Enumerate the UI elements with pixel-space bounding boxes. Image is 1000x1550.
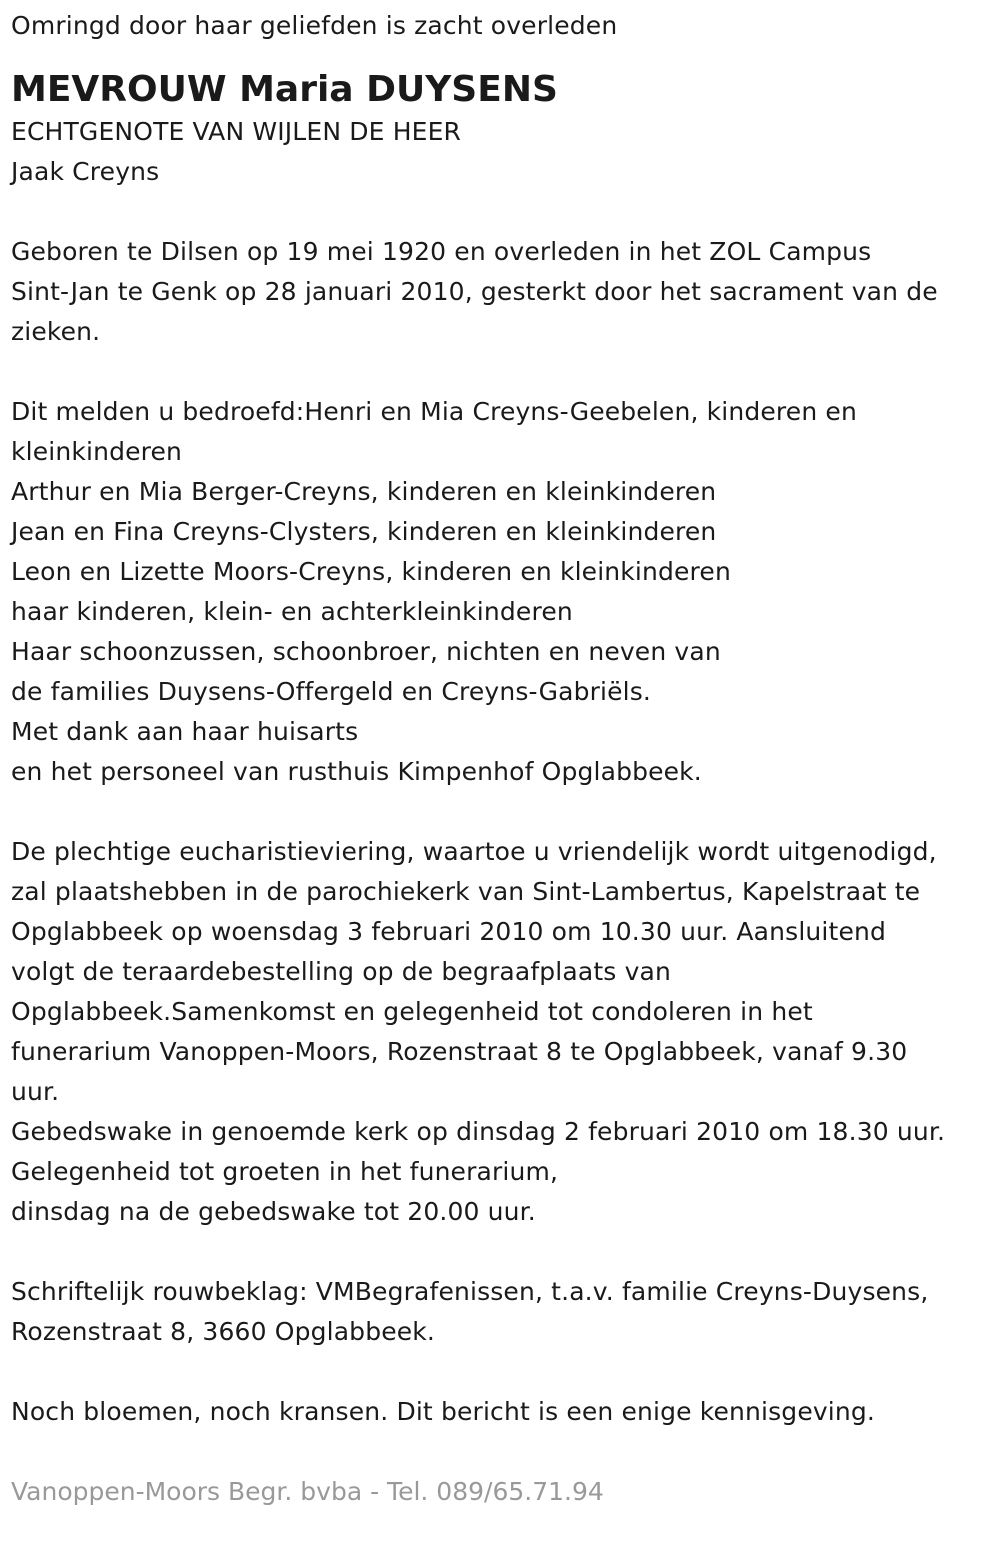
spouse-name: Jaak Creyns: [11, 157, 160, 186]
closing-paragraph: [11, 1392, 990, 1432]
paragraph-line: Opglabbeek.Samenkomst en gelegenheid tot condoleren in het: [11, 997, 813, 1026]
paragraph-line: funerarium Vanoppen-Moors, Rozenstraat 8 te Opglabbeek, vanaf 9.30: [11, 1037, 908, 1066]
paragraph-line: Rozenstraat 8, 3660 Opglabbeek.: [11, 1317, 436, 1346]
paragraph-line: kleinkinderen: [11, 437, 183, 466]
funeral-home-footer: Vanoppen-Moors Begr. bvba - Tel. 089/65.71.94: [11, 1477, 604, 1506]
birth-death-paragraph: [11, 232, 990, 352]
paragraph-line: zieken.: [11, 317, 101, 346]
deceased-name: MEVROUW Maria DUYSENS: [11, 69, 558, 110]
paragraph-line: haar kinderen, klein- en achterkleinkinderen: [11, 597, 573, 626]
paragraph-line: Arthur en Mia Berger-Creyns, kinderen en kleinkinderen: [11, 477, 717, 506]
paragraph-line: Geboren te Dilsen op 19 mei 1920 en overleden in het ZOL Campus: [11, 237, 872, 266]
spouse-label: ECHTGENOTE VAN WIJLEN DE HEER: [11, 117, 462, 146]
paragraph-line: Opglabbeek op woensdag 3 februari 2010 om 10.30 uur. Aansluitend: [11, 917, 887, 946]
paragraph-line: Schriftelijk rouwbeklag: VMBegrafenissen, t.a.v. familie Creyns-Duysens,: [11, 1277, 929, 1306]
paragraph-line: dinsdag na de gebedswake tot 20.00 uur.: [11, 1197, 536, 1226]
paragraph-line: volgt de teraardebestelling op de begraafplaats van: [11, 957, 671, 986]
family-paragraph: [11, 392, 990, 792]
paragraph-line: Jean en Fina Creyns-Clysters, kinderen en kleinkinderen: [11, 517, 717, 546]
condolence-paragraph: [11, 1272, 990, 1352]
paragraph-line: zal plaatshebben in de parochiekerk van Sint-Lambertus, Kapelstraat te: [11, 877, 921, 906]
paragraph-line: Met dank aan haar huisarts: [11, 717, 359, 746]
paragraph-line: de families Duysens-Offergeld en Creyns-Gabriëls.: [11, 677, 652, 706]
paragraph-line: De plechtige eucharistieviering, waartoe u vriendelijk wordt uitgenodigd,: [11, 837, 937, 866]
paragraph-line: Haar schoonzussen, schoonbroer, nichten en neven van: [11, 637, 721, 666]
closing-text: Noch bloemen, noch kransen. Dit bericht is een enige kennisgeving.: [11, 1397, 876, 1426]
ceremony-paragraph: [11, 832, 990, 1232]
paragraph-line: uur.: [11, 1077, 60, 1106]
intro-text: Omringd door haar geliefden is zacht overleden: [11, 11, 618, 40]
paragraph-line: en het personeel van rusthuis Kimpenhof Opglabbeek.: [11, 757, 702, 786]
paragraph-line: Sint-Jan te Genk op 28 januari 2010, gesterkt door het sacrament van de: [11, 277, 938, 306]
paragraph-line: Gelegenheid tot groeten in het funerarium,: [11, 1157, 559, 1186]
paragraph-line: Dit melden u bedroefd:Henri en Mia Creyns-Geebelen, kinderen en: [11, 397, 857, 426]
paragraph-line: Leon en Lizette Moors-Creyns, kinderen en kleinkinderen: [11, 557, 731, 586]
paragraph-line: Gebedswake in genoemde kerk op dinsdag 2 februari 2010 om 18.30 uur.: [11, 1117, 946, 1146]
